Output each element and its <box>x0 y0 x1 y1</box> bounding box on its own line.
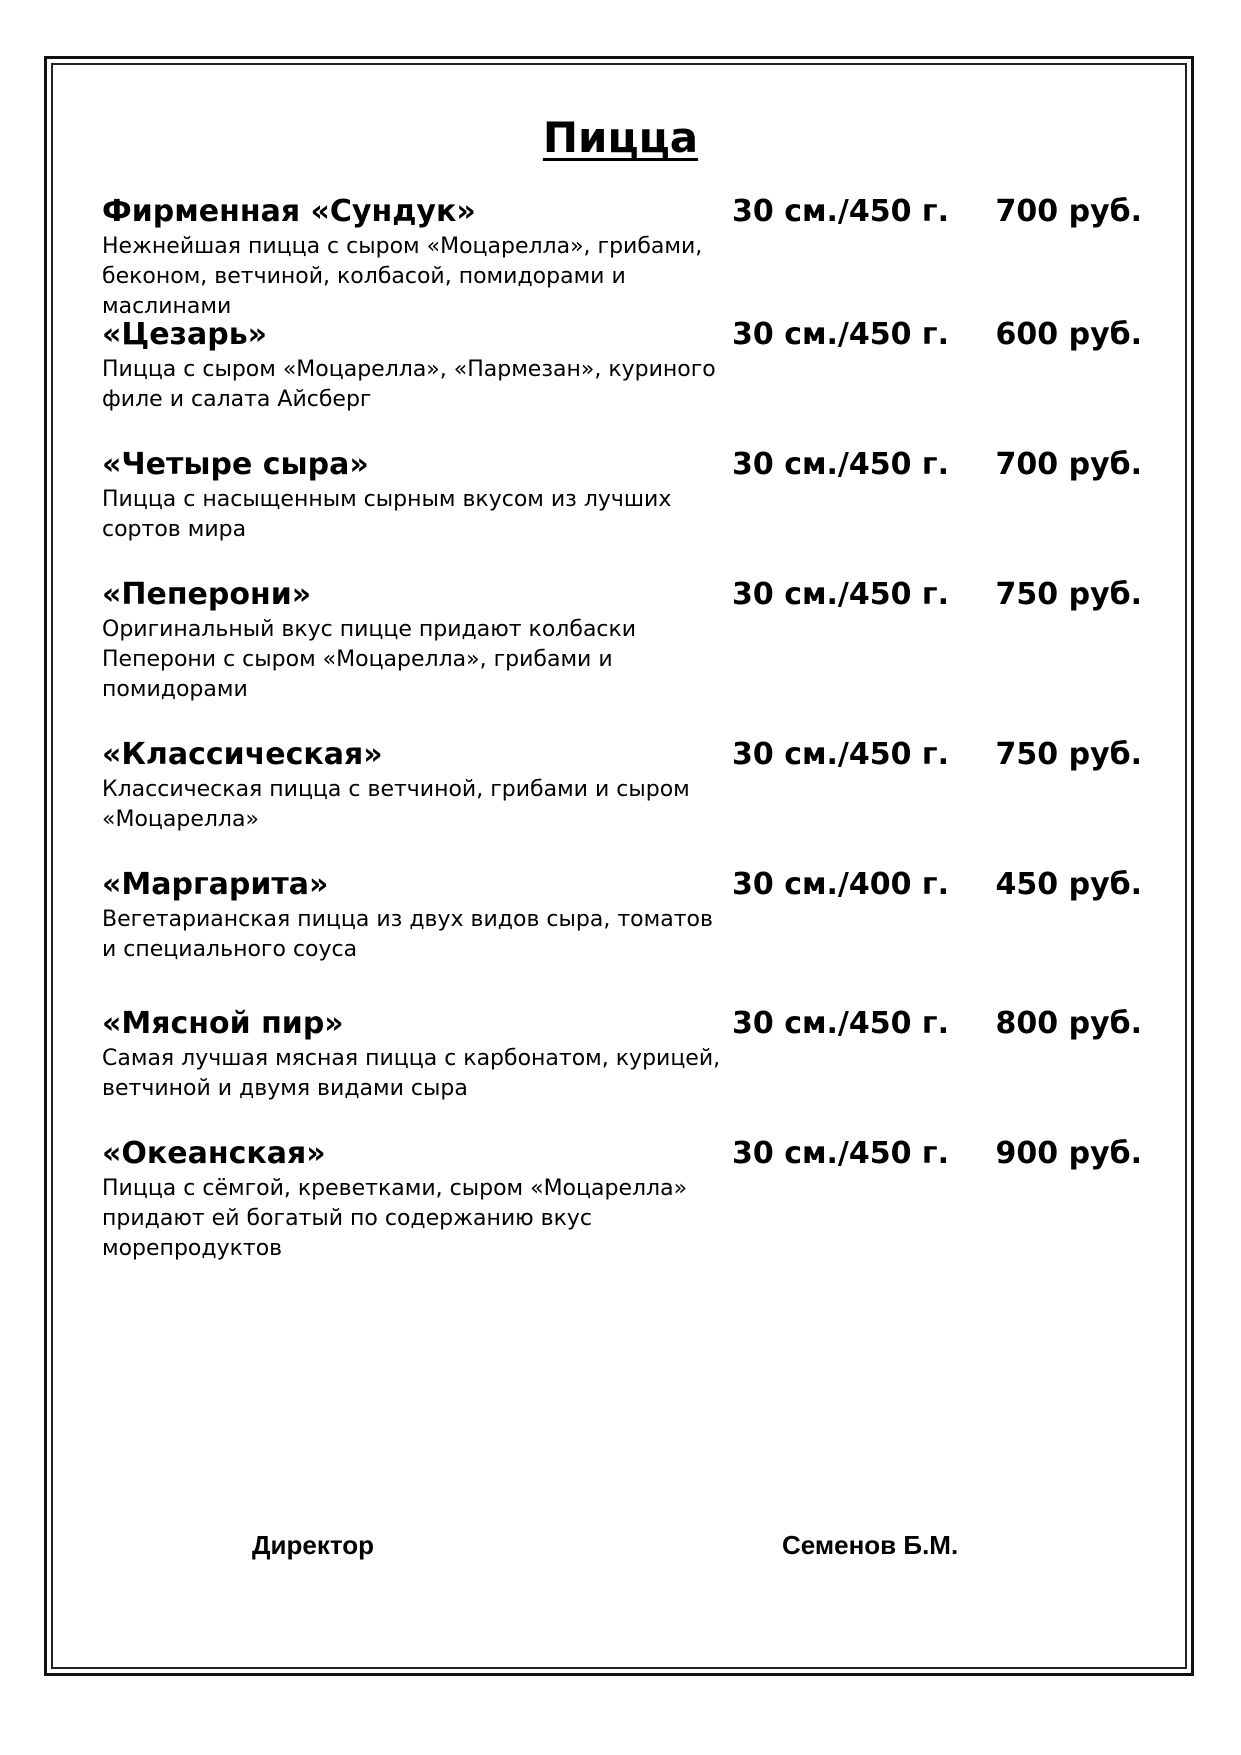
menu-item-price: 700 руб. <box>995 447 1142 482</box>
menu-item-name: «Четыре сыра» <box>102 447 369 482</box>
menu-item-size: 30 см./450 г. <box>732 447 949 482</box>
menu-item-description: Оригинальный вкус пицце придают колбаски Пеперони с сыром «Моцарелла», грибами и помидорами <box>102 617 637 702</box>
menu-item-size: 30 см./450 г. <box>732 737 949 772</box>
menu-item-size: 30 см./450 г. <box>732 1136 949 1171</box>
menu-item <box>102 1004 1142 1104</box>
menu-item-name: «Классическая» <box>102 737 383 772</box>
menu-item-name: «Маргарита» <box>102 867 329 902</box>
menu-item-price: 800 руб. <box>995 1006 1142 1041</box>
menu-item-description: Вегетарианская пицца из двух видов сыра, томатов и специального соуса <box>102 907 713 962</box>
menu-item <box>102 192 1142 322</box>
menu-item-price: 450 руб. <box>995 867 1142 902</box>
director-label: Директор <box>252 1530 375 1560</box>
menu-item-price: 750 руб. <box>995 737 1142 772</box>
menu-item-price: 900 руб. <box>995 1136 1142 1171</box>
menu-item-name: Фирменная «Сундук» <box>102 194 476 229</box>
menu-item-description: Пицца с сёмгой, креветками, сыром «Моцарелла» придают ей богатый по содержанию вкус морепродуктов <box>102 1176 688 1261</box>
menu-item <box>102 1134 1142 1264</box>
menu-item <box>102 445 1142 545</box>
menu-item-size: 30 см./450 г. <box>732 1006 949 1041</box>
menu-item-size: 30 см./400 г. <box>732 867 949 902</box>
menu-item-description: Самая лучшая мясная пицца с карбонатом, курицей, ветчиной и двумя видами сыра <box>102 1046 721 1101</box>
menu-item-size: 30 см./450 г. <box>732 317 949 352</box>
menu-item-description: Классическая пицца с ветчиной, грибами и сыром «Моцарелла» <box>102 777 690 832</box>
menu-item-name: «Мясной пир» <box>102 1006 344 1041</box>
menu-item-name: «Океанская» <box>102 1136 326 1171</box>
menu-item <box>102 315 1142 415</box>
menu-item-size: 30 см./450 г. <box>732 577 949 612</box>
menu-item <box>102 735 1142 835</box>
menu-item <box>102 575 1142 705</box>
menu-item-name: «Пеперони» <box>102 577 312 612</box>
menu-item <box>102 865 1142 965</box>
director-name: Семенов Б.М. <box>782 1530 959 1560</box>
menu-item-price: 600 руб. <box>995 317 1142 352</box>
menu-item-price: 700 руб. <box>995 194 1142 229</box>
menu-item-price: 750 руб. <box>995 577 1142 612</box>
menu-title: Пицца <box>542 113 699 162</box>
menu-item-size: 30 см./450 г. <box>732 194 949 229</box>
menu-item-name: «Цезарь» <box>102 317 268 352</box>
menu-item-description: Пицца с сыром «Моцарелла», «Пармезан», куриного филе и салата Айсберг <box>102 357 716 412</box>
menu-item-description: Пицца с насыщенным сырным вкусом из лучших сортов мира <box>102 487 672 542</box>
menu-item-description: Нежнейшая пицца с сыром «Моцарелла», грибами, беконом, ветчиной, колбасой, помидорами и маслинами <box>102 234 703 319</box>
